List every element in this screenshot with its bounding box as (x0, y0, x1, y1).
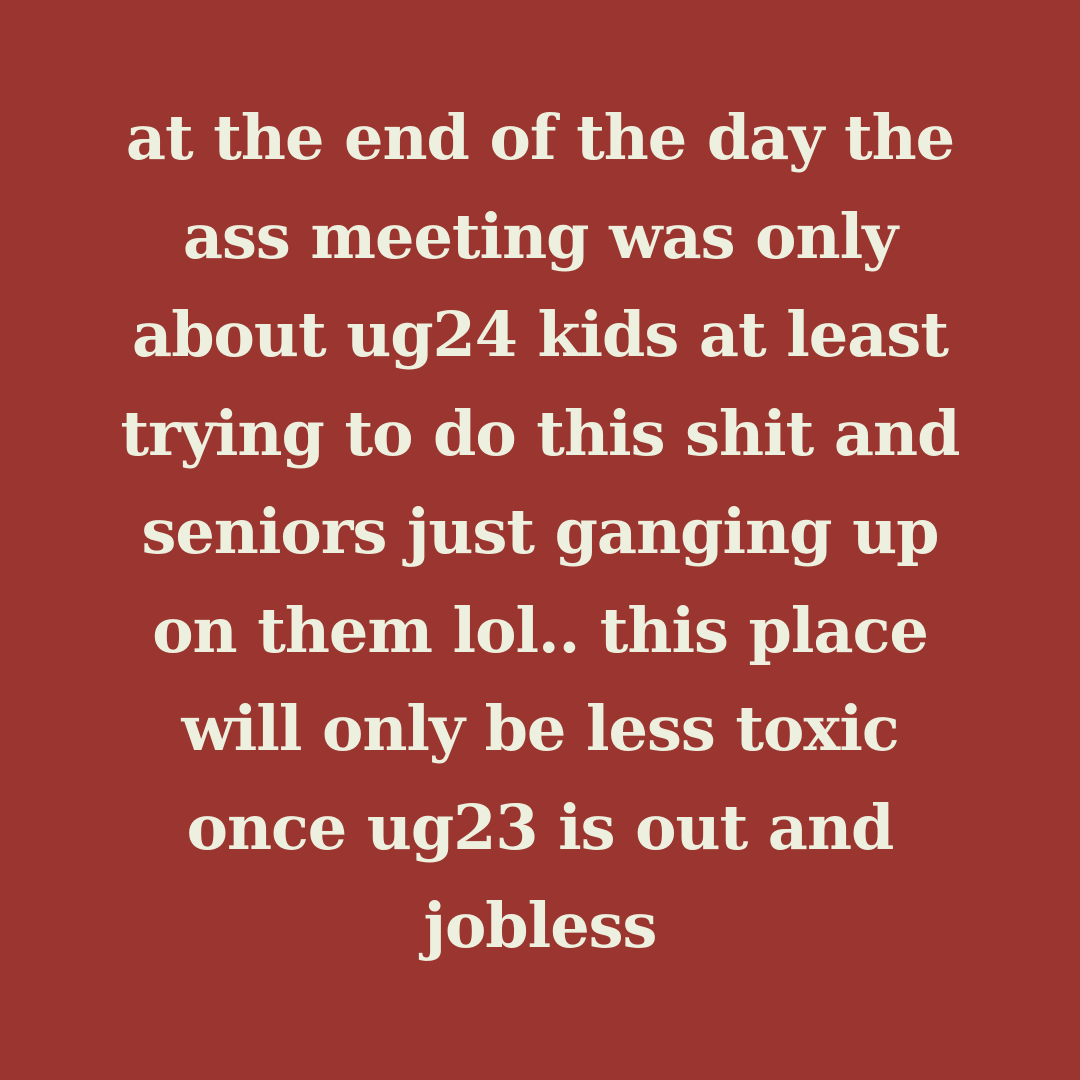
post-text-line-4: trying to do this shit and (120, 396, 960, 470)
post-text (40, 89, 1040, 976)
post-text-line-3: about ug24 kids at least (132, 298, 948, 371)
post-text-line-7: will only be less toxic (181, 692, 899, 765)
post-text-line-6: on them lol.. this place (152, 593, 928, 667)
post-text-line-5: seniors just ganging up (141, 495, 939, 568)
post-text-line-1: at the end of the day the (125, 101, 955, 174)
post-text-line-2: ass meeting was only (182, 199, 898, 273)
post-text-line-8: once ug23 is out and (186, 790, 894, 864)
post-text-line-9: jobless (423, 889, 657, 962)
